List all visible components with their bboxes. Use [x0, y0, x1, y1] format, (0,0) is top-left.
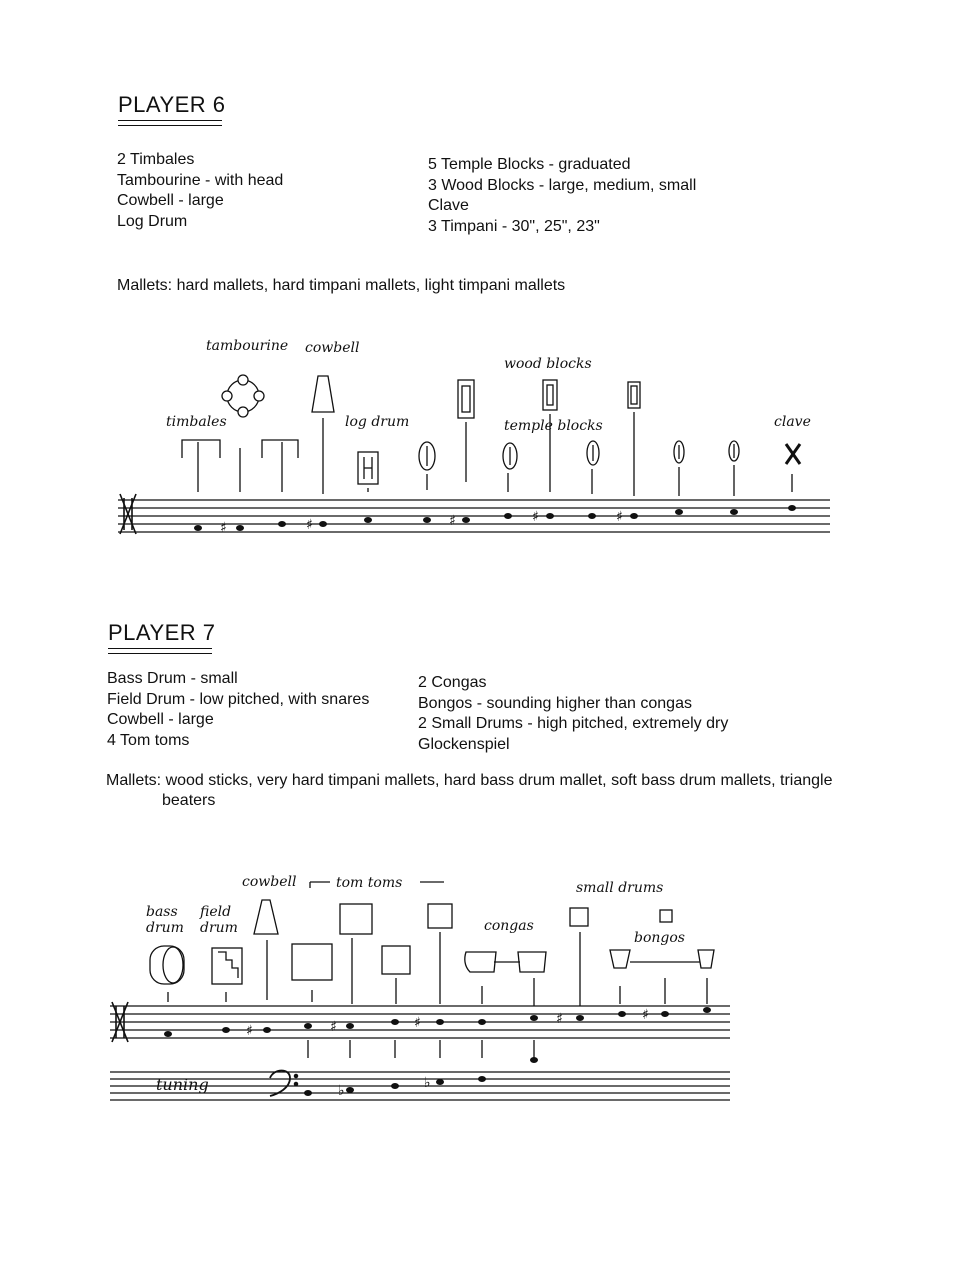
note-head: [304, 1090, 312, 1096]
temple-block-icon: [503, 443, 517, 492]
list-item: Bass Drum - small: [107, 670, 238, 687]
timbales-icon: [182, 440, 298, 492]
sharp-icon: ♯: [556, 1011, 563, 1027]
note-head: [661, 1011, 669, 1017]
flat-icon: ♭: [424, 1075, 431, 1091]
note-head: [530, 1057, 538, 1063]
player7-instrument-list-left: [107, 669, 369, 751]
temple-block-icon: [419, 442, 435, 490]
label-field-drum: field: [200, 904, 232, 920]
note-head: [530, 1015, 538, 1021]
tom-tom-icon: [292, 944, 332, 1002]
player7-title-underline: [108, 648, 212, 654]
note-head: [730, 509, 738, 515]
note-head: [576, 1015, 584, 1021]
note-head: [546, 513, 554, 519]
player7-instrument-list-right: [418, 673, 728, 755]
list-item: Log Drum: [117, 212, 188, 230]
note-head: [319, 521, 327, 527]
list-item: Glockenspiel: [418, 735, 510, 753]
flat-icon: ♭: [338, 1083, 345, 1099]
temple-block-icon: [674, 441, 684, 496]
player6-title-underline: [118, 120, 222, 126]
label-temple-blocks: temple blocks: [504, 418, 603, 434]
wood-block-icon: [543, 380, 557, 492]
note-head: [364, 517, 372, 523]
bass-drum-icon: [150, 946, 184, 1002]
label-bass-drum: bass: [146, 904, 178, 920]
note-head: [194, 525, 202, 531]
list-item: Tambourine - with head: [117, 171, 284, 189]
label-tom-toms: tom toms: [336, 875, 403, 891]
list-item: 2 Congas: [418, 674, 487, 691]
label-tambourine: tambourine: [206, 338, 289, 354]
note-head: [675, 509, 683, 515]
player6-title: PLAYER 6: [118, 92, 226, 117]
note-head: [618, 1011, 626, 1017]
note-head: [478, 1076, 486, 1082]
list-item: 5 Temple Blocks - graduated: [428, 156, 631, 173]
label-clave: clave: [774, 414, 811, 430]
note-head: [346, 1087, 354, 1093]
accidentals: [246, 1007, 649, 1099]
sharp-icon: ♯: [616, 509, 623, 525]
mallets-line: beaters: [162, 792, 216, 809]
list-item: 3 Wood Blocks - large, medium, small: [428, 176, 697, 194]
tom-tom-icon: [340, 904, 372, 1004]
note-head: [164, 1031, 172, 1037]
small-drum-icon: [570, 908, 588, 1006]
note-head: [630, 513, 638, 519]
list-item: Bongos - sounding higher than congas: [418, 694, 692, 712]
note-head: [703, 1007, 711, 1013]
note-head: [588, 513, 596, 519]
note-heads: [164, 1007, 711, 1096]
note-head: [391, 1019, 399, 1025]
list-item: 2 Small Drums - high pitched, extremely dry: [418, 715, 729, 732]
player6-instrument-list-left: [117, 150, 283, 232]
player6-mallets: Mallets: hard mallets, hard timpani mallets, light timpani mallets: [117, 277, 566, 294]
label-cowbell: cowbell: [242, 874, 297, 890]
list-item: Cowbell - large: [117, 192, 224, 209]
list-item: 2 Timbales: [117, 151, 195, 168]
congas-icon: [465, 952, 546, 1006]
wood-block-icon: [628, 382, 640, 496]
note-heads: [194, 505, 796, 531]
sharp-icon: ♯: [414, 1015, 421, 1031]
tom-tom-icon: [382, 946, 410, 1004]
note-head: [278, 521, 286, 527]
mallets-line: Mallets: wood sticks, very hard timpani mallets, hard bass drum mallet, soft bass drum mallets, triangle: [106, 772, 833, 789]
label-wood-blocks: wood blocks: [504, 356, 592, 372]
clave-icon: [786, 444, 800, 464]
list-item: 4 Tom toms: [107, 731, 190, 749]
list-item: Cowbell - large: [107, 711, 214, 728]
note-head: [462, 517, 470, 523]
bass-clef-icon: [270, 1071, 290, 1097]
note-head: [346, 1023, 354, 1029]
tambourine-icon: [222, 375, 264, 417]
label-log-drum: log drum: [345, 414, 410, 430]
note-head: [478, 1019, 486, 1025]
sharp-icon: ♯: [532, 509, 539, 525]
label-timbales: timbales: [166, 414, 227, 430]
bongos-icon: [610, 950, 714, 1004]
sharp-icon: ♯: [449, 513, 456, 529]
label-field-drum: drum: [200, 920, 238, 936]
sharp-icon: ♯: [220, 520, 227, 536]
note-head: [222, 1027, 230, 1033]
label-bongos: bongos: [634, 930, 685, 946]
note-head: [504, 513, 512, 519]
field-drum-icon: [212, 948, 242, 1002]
label-cowbell: cowbell: [305, 340, 360, 356]
label-congas: congas: [484, 918, 534, 934]
wood-block-icon: [458, 380, 474, 482]
sharp-icon: ♯: [330, 1019, 337, 1035]
note-head: [436, 1019, 444, 1025]
list-item: Clave: [428, 197, 469, 214]
note-head: [391, 1083, 399, 1089]
sharp-icon: ♯: [642, 1007, 649, 1023]
list-item: 3 Timpani - 30", 25", 23": [428, 217, 600, 235]
small-drum-icon: [660, 910, 672, 922]
player7-notation-diagram: [0, 860, 960, 1110]
cowbell-icon: [254, 900, 278, 1000]
note-head: [263, 1027, 271, 1033]
note-head: [423, 517, 431, 523]
temple-block-icon: [729, 441, 739, 496]
sharp-icon: ♯: [246, 1023, 253, 1039]
log-drum-icon: [358, 452, 378, 492]
sharp-icon: ♯: [306, 517, 313, 533]
player7-title: PLAYER 7: [108, 620, 216, 645]
note-head: [304, 1023, 312, 1029]
player6-instrument-list-right: [428, 155, 696, 237]
list-item: Field Drum - low pitched, with snares: [107, 690, 370, 708]
label-small-drums: small drums: [576, 880, 664, 896]
temple-block-icon: [587, 441, 599, 494]
label-bass-drum: drum: [146, 920, 184, 936]
label-tuning: tuning: [156, 1075, 209, 1094]
cowbell-icon: [312, 376, 334, 494]
player6-notation-diagram: [0, 330, 960, 540]
tom-tom-icon: [428, 904, 452, 1004]
player7-mallets: [106, 771, 833, 811]
note-head: [436, 1079, 444, 1085]
note-head: [788, 505, 796, 511]
note-head: [236, 525, 244, 531]
